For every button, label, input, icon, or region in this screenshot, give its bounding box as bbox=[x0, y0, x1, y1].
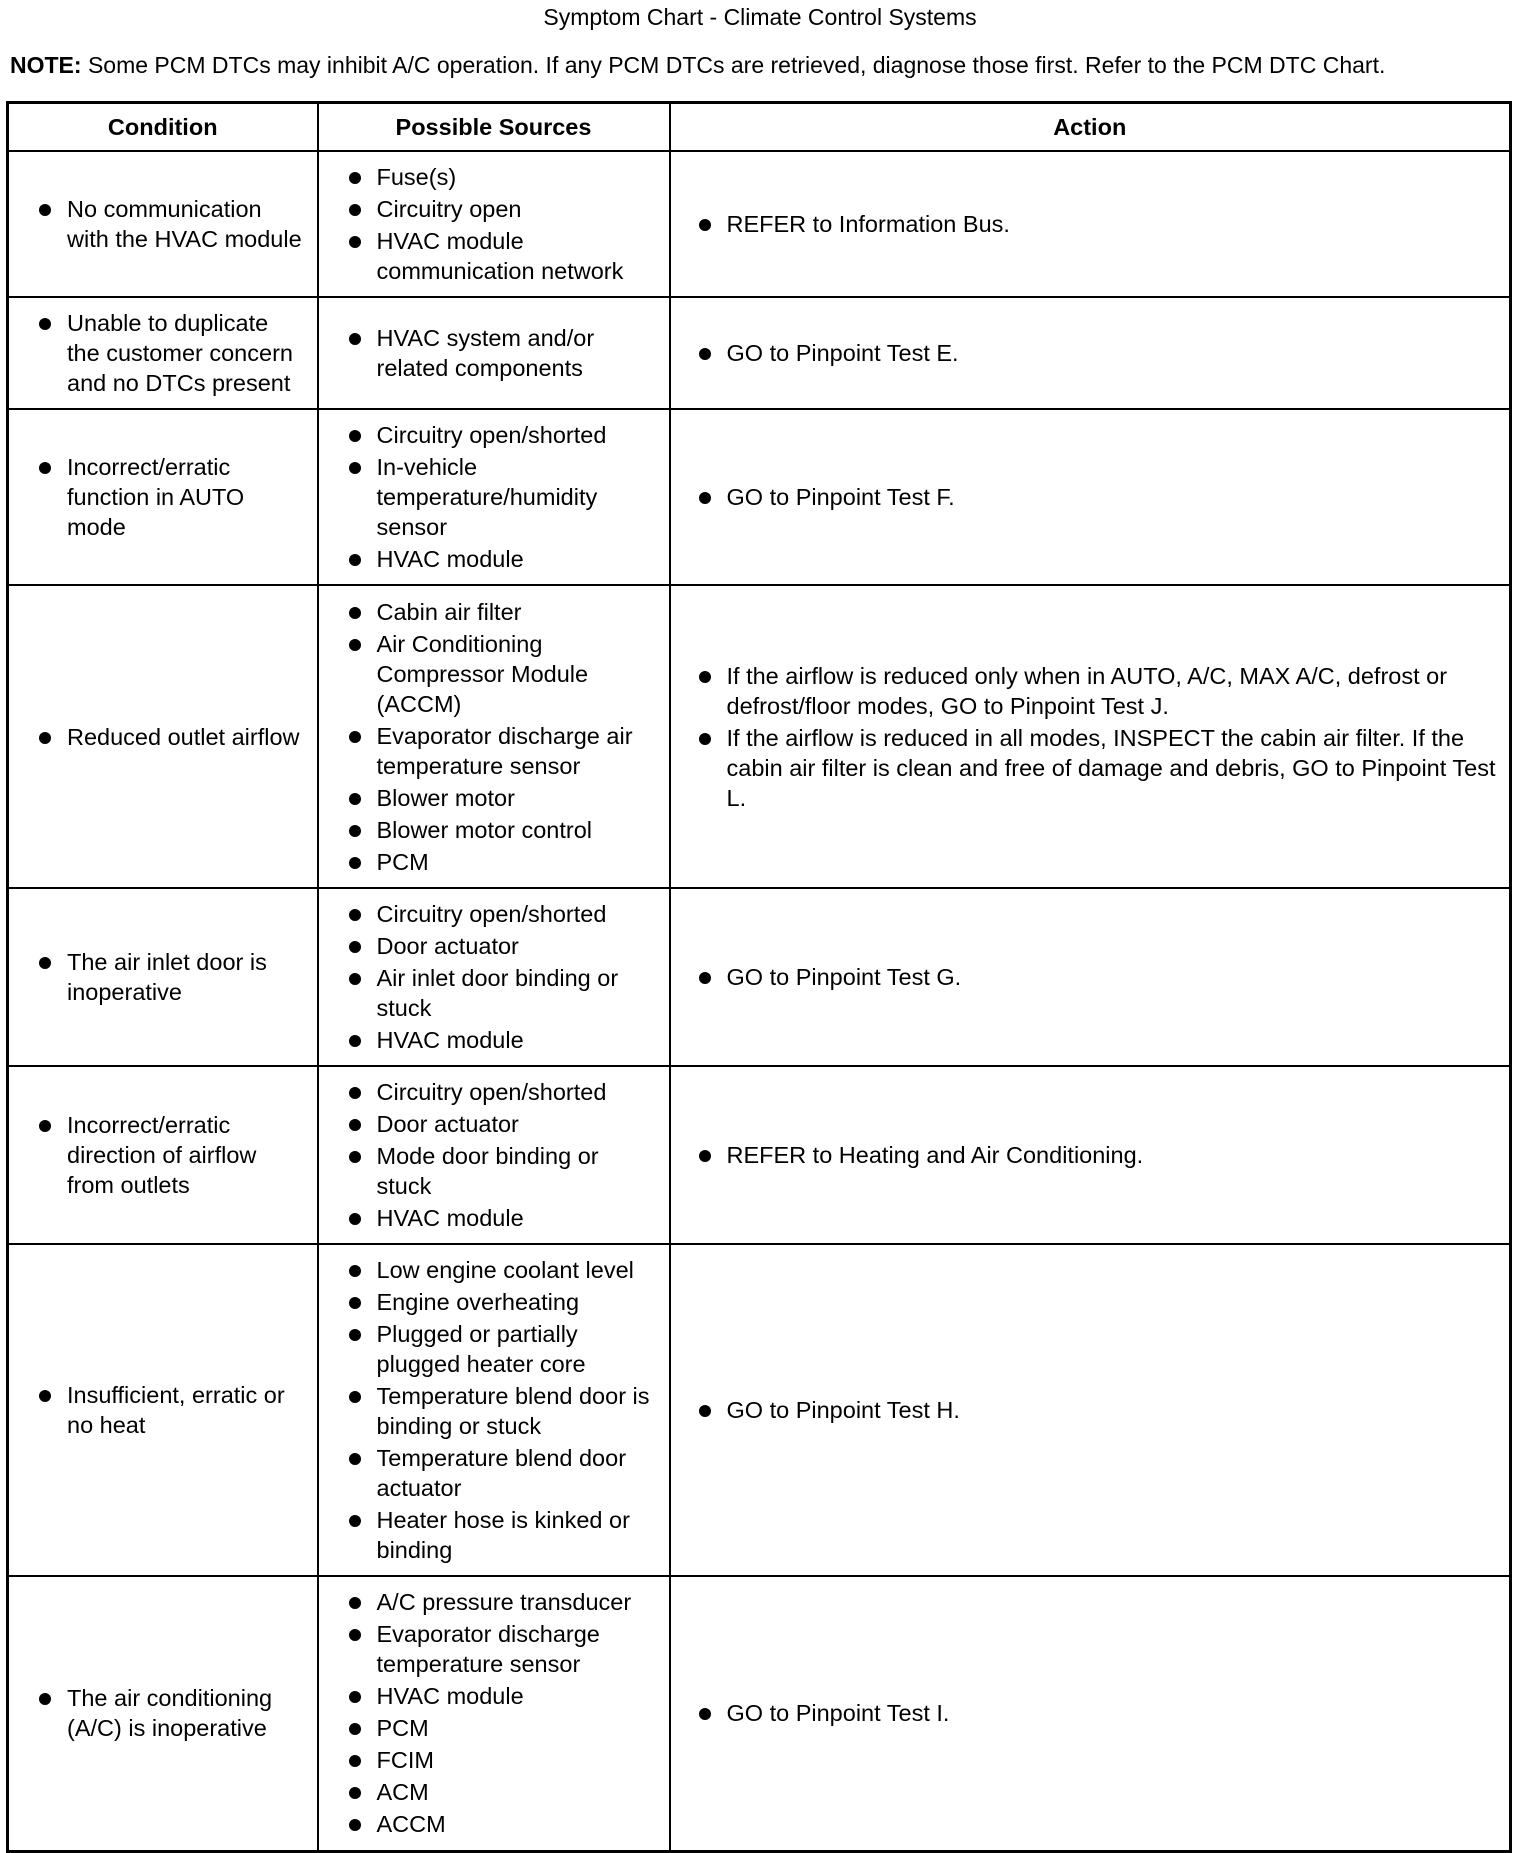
source-item: Circuitry open bbox=[347, 194, 659, 224]
possible-sources-cell bbox=[318, 409, 670, 585]
condition-text: The air inlet door is inoperative bbox=[37, 947, 307, 1007]
note-text: Some PCM DTCs may inhibit A/C operation. If any PCM DTCs are retrieved, diagnose those first. Refer to the PCM DTC Chart. bbox=[87, 52, 1386, 78]
source-item: Temperature blend door actuator bbox=[347, 1443, 659, 1503]
source-item: A/C pressure transducer bbox=[347, 1587, 659, 1617]
source-item: Temperature blend door is binding or stuck bbox=[347, 1381, 659, 1441]
note-label: NOTE: bbox=[10, 52, 82, 78]
source-item: Heater hose is kinked or binding bbox=[347, 1505, 659, 1565]
condition-cell bbox=[8, 1576, 318, 1851]
action-cell bbox=[670, 297, 1511, 409]
source-item: Fuse(s) bbox=[347, 162, 659, 192]
header-possible-sources: Possible Sources bbox=[318, 103, 670, 152]
source-item: Blower motor control bbox=[347, 815, 659, 845]
table-row bbox=[8, 409, 1511, 585]
table-row bbox=[8, 888, 1511, 1066]
source-item: HVAC module bbox=[347, 1681, 659, 1711]
possible-sources-cell bbox=[318, 151, 670, 297]
source-item: Door actuator bbox=[347, 1109, 659, 1139]
condition-cell bbox=[8, 888, 318, 1066]
table-row bbox=[8, 1066, 1511, 1244]
source-item: In-vehicle temperature/humidity sensor bbox=[347, 452, 659, 542]
condition-text: Insufficient, erratic or no heat bbox=[37, 1380, 307, 1440]
source-item: HVAC module bbox=[347, 1025, 659, 1055]
header-action: Action bbox=[670, 103, 1511, 152]
action-item: REFER to Heating and Air Conditioning. bbox=[697, 1140, 1500, 1170]
condition-cell bbox=[8, 1066, 318, 1244]
condition-cell bbox=[8, 1244, 318, 1576]
possible-sources-cell bbox=[318, 1244, 670, 1576]
condition-text: Unable to duplicate the customer concern and no DTCs present bbox=[37, 308, 307, 398]
source-item: ACCM bbox=[347, 1809, 659, 1839]
header-row bbox=[8, 103, 1511, 152]
condition-cell bbox=[8, 297, 318, 409]
condition-cell bbox=[8, 151, 318, 297]
action-item: REFER to Information Bus. bbox=[697, 209, 1500, 239]
condition-text: Incorrect/erratic direction of airflow from outlets bbox=[37, 1110, 307, 1200]
source-item: Evaporator discharge temperature sensor bbox=[347, 1619, 659, 1679]
action-item: GO to Pinpoint Test E. bbox=[697, 338, 1500, 368]
table-body bbox=[8, 151, 1511, 1851]
source-item: Circuitry open/shorted bbox=[347, 899, 659, 929]
source-item: HVAC module bbox=[347, 1203, 659, 1233]
condition-text: Reduced outlet airflow bbox=[37, 722, 307, 752]
possible-sources-cell bbox=[318, 1066, 670, 1244]
source-item: Air inlet door binding or stuck bbox=[347, 963, 659, 1023]
action-item: If the airflow is reduced in all modes, INSPECT the cabin air filter. If the cabin air filter is clean and free of damage and debris, GO to Pinpoint Test L. bbox=[697, 723, 1500, 813]
source-item: HVAC module bbox=[347, 544, 659, 574]
possible-sources-cell bbox=[318, 888, 670, 1066]
source-item: Mode door binding or stuck bbox=[347, 1141, 659, 1201]
action-item: GO to Pinpoint Test F. bbox=[697, 482, 1500, 512]
note-line bbox=[10, 50, 1520, 80]
action-item: GO to Pinpoint Test G. bbox=[697, 962, 1500, 992]
action-cell bbox=[670, 888, 1511, 1066]
condition-cell bbox=[8, 409, 318, 585]
source-item: Engine overheating bbox=[347, 1287, 659, 1317]
table-row bbox=[8, 585, 1511, 888]
source-item: FCIM bbox=[347, 1745, 659, 1775]
source-item: Plugged or partially plugged heater core bbox=[347, 1319, 659, 1379]
action-cell bbox=[670, 1576, 1511, 1851]
source-item: Evaporator discharge air temperature sensor bbox=[347, 721, 659, 781]
header-condition: Condition bbox=[8, 103, 318, 152]
possible-sources-cell bbox=[318, 585, 670, 888]
action-item: If the airflow is reduced only when in AUTO, A/C, MAX A/C, defrost or defrost/floor modes, GO to Pinpoint Test J. bbox=[697, 661, 1500, 721]
condition-text: The air conditioning (A/C) is inoperative bbox=[37, 1683, 307, 1743]
table-row bbox=[8, 297, 1511, 409]
source-item: ACM bbox=[347, 1777, 659, 1807]
action-item: GO to Pinpoint Test H. bbox=[697, 1395, 1500, 1425]
condition-text: Incorrect/erratic function in AUTO mode bbox=[37, 452, 307, 542]
symptom-chart-table bbox=[6, 101, 1512, 1853]
source-item: Circuitry open/shorted bbox=[347, 420, 659, 450]
source-item: PCM bbox=[347, 1713, 659, 1743]
source-item: Circuitry open/shorted bbox=[347, 1077, 659, 1107]
action-cell bbox=[670, 409, 1511, 585]
possible-sources-cell bbox=[318, 1576, 670, 1851]
page-title: Symptom Chart - Climate Control Systems bbox=[543, 4, 977, 30]
table-row bbox=[8, 151, 1511, 297]
source-item: PCM bbox=[347, 847, 659, 877]
action-item: GO to Pinpoint Test I. bbox=[697, 1698, 1500, 1728]
table-row bbox=[8, 1244, 1511, 1576]
action-cell bbox=[670, 1244, 1511, 1576]
source-item: Blower motor bbox=[347, 783, 659, 813]
condition-text: No communication with the HVAC module bbox=[37, 194, 307, 254]
source-item: Air Conditioning Compressor Module (ACCM) bbox=[347, 629, 659, 719]
action-cell bbox=[670, 1066, 1511, 1244]
source-item: Door actuator bbox=[347, 931, 659, 961]
table-row bbox=[8, 1576, 1511, 1851]
action-cell bbox=[670, 585, 1511, 888]
source-item: Low engine coolant level bbox=[347, 1255, 659, 1285]
source-item: Cabin air filter bbox=[347, 597, 659, 627]
source-item: HVAC system and/or related components bbox=[347, 323, 659, 383]
possible-sources-cell bbox=[318, 297, 670, 409]
source-item: HVAC module communication network bbox=[347, 226, 659, 286]
action-cell bbox=[670, 151, 1511, 297]
condition-cell bbox=[8, 585, 318, 888]
